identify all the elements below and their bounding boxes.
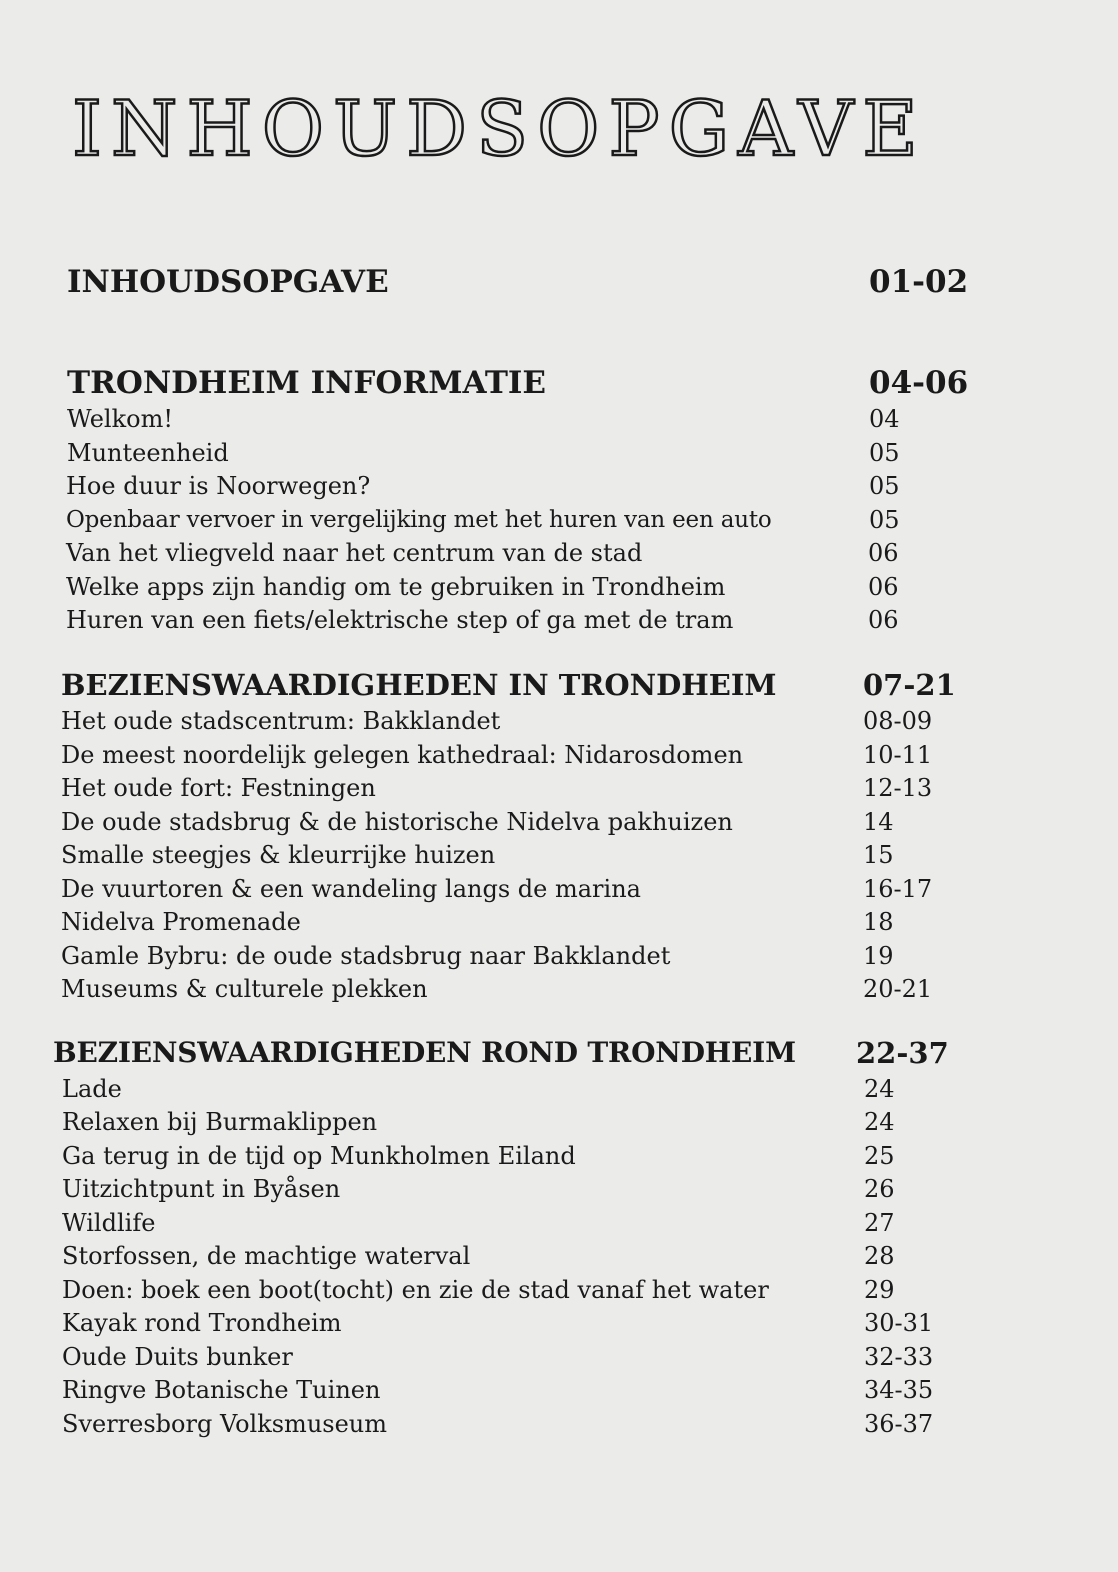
toc-item-pages: 29: [864, 1276, 895, 1304]
toc-item-label: Welkom!: [67, 405, 173, 433]
toc-item[interactable]: [62, 1074, 962, 1106]
toc-item-pages: 06: [868, 539, 899, 567]
toc-item[interactable]: [61, 706, 961, 738]
toc-item-label: Lade: [62, 1075, 122, 1103]
toc-item-pages: 05: [869, 472, 900, 500]
toc-item[interactable]: [61, 941, 961, 973]
toc-item-pages: 08-09: [863, 707, 933, 735]
toc-item-pages: 24: [864, 1075, 895, 1103]
toc-item[interactable]: [66, 471, 966, 503]
toc-item-label: De vuurtoren & een wandeling langs de marina: [61, 875, 641, 903]
toc-item[interactable]: [66, 538, 966, 570]
toc-item-pages: 34-35: [864, 1376, 934, 1404]
toc-item-label: Museums & culturele plekken: [61, 975, 428, 1003]
toc-item-pages: 27: [864, 1209, 895, 1237]
toc-item[interactable]: [66, 605, 966, 637]
toc-item-label: Hoe duur is Noorwegen?: [66, 472, 371, 500]
toc-item[interactable]: [66, 572, 966, 604]
toc-item-label: Gamle Bybru: de oude stadsbrug naar Bakklandet: [61, 942, 671, 970]
toc-item-pages: 10-11: [863, 741, 933, 769]
toc-item-label: Van het vliegveld naar het centrum van de stad: [66, 539, 643, 567]
toc-item[interactable]: [61, 874, 961, 906]
toc-section-label: TRONDHEIM INFORMATIE: [67, 365, 547, 401]
toc-item[interactable]: [62, 1141, 962, 1173]
toc-item-label: Doen: boek een boot(tocht) en zie de stad vanaf het water: [62, 1276, 769, 1304]
toc-item-label: De meest noordelijk gelegen kathedraal: Nidarosdomen: [61, 741, 744, 769]
toc-item-label: Storfossen, de machtige waterval: [62, 1242, 471, 1270]
toc-item-label: Uitzichtpunt in Byåsen: [62, 1175, 341, 1203]
toc-item-pages: 06: [868, 606, 899, 634]
toc-item[interactable]: [62, 1342, 962, 1374]
toc-item-label: De oude stadsbrug & de historische Nidelva pakhuizen: [61, 808, 733, 836]
toc-item[interactable]: [61, 974, 961, 1006]
toc-item-pages: 20-21: [863, 975, 933, 1003]
toc-item[interactable]: [62, 1375, 962, 1407]
toc-item-pages: 16-17: [863, 875, 933, 903]
toc-item-label: Oude Duits bunker: [62, 1343, 293, 1371]
toc-item-label: Welke apps zijn handig om te gebruiken in Trondheim: [66, 573, 726, 601]
toc-item-pages: 05: [869, 506, 900, 534]
toc-item[interactable]: [62, 1275, 962, 1307]
toc-item-pages: 15: [863, 841, 894, 869]
toc-section-pages: 07-21: [863, 668, 956, 702]
toc-section-pages: 04-06: [869, 365, 969, 401]
toc-item-label: Wildlife: [62, 1209, 156, 1237]
toc-item[interactable]: [61, 807, 961, 839]
toc-section-pages: 22-37: [856, 1036, 949, 1070]
toc-item-pages: 24: [864, 1108, 895, 1136]
toc-item-pages: 26: [864, 1175, 895, 1203]
toc-item[interactable]: [61, 773, 961, 805]
page-title: INHOUDSOPGAVE: [72, 84, 927, 173]
toc-item-label: Openbaar vervoer in vergelijking met het huren van een auto: [66, 507, 772, 533]
toc-item-label: Ringve Botanische Tuinen: [62, 1376, 381, 1404]
toc-item-label: Kayak rond Trondheim: [62, 1309, 342, 1337]
toc-item-label: Smalle steegjes & kleurrijke huizen: [61, 841, 496, 869]
toc-item[interactable]: [62, 1107, 962, 1139]
toc-item[interactable]: [62, 1241, 962, 1273]
toc-section-label: BEZIENSWAARDIGHEDEN IN TRONDHEIM: [61, 668, 777, 702]
toc-item-label: Sverresborg Volksmuseum: [62, 1410, 388, 1438]
toc-section-heading[interactable]: [67, 365, 987, 403]
toc-item[interactable]: [62, 1409, 962, 1441]
toc-section-heading[interactable]: [61, 667, 981, 705]
toc-item-label: Munteenheid: [67, 439, 229, 467]
toc-item-pages: 32-33: [864, 1343, 934, 1371]
toc-item-pages: 05: [869, 439, 900, 467]
toc-item-label: Nidelva Promenade: [61, 908, 301, 936]
toc-item-pages: 14: [863, 808, 894, 836]
toc-item[interactable]: [61, 740, 961, 772]
toc-item[interactable]: [61, 840, 961, 872]
toc-item[interactable]: [66, 505, 966, 537]
toc-item-pages: 28: [864, 1242, 895, 1270]
toc-item[interactable]: [67, 404, 967, 436]
toc-item-label: Ga terug in de tijd op Munkholmen Eiland: [62, 1142, 576, 1170]
toc-item[interactable]: [61, 907, 961, 939]
toc-entry-intro[interactable]: [67, 264, 987, 302]
toc-item-pages: 04: [869, 405, 900, 433]
toc-item-pages: 18: [863, 908, 894, 936]
toc-item-pages: 25: [864, 1142, 895, 1170]
toc-item-label: Huren van een fiets/elektrische step of ga met de tram: [66, 606, 734, 634]
toc-item[interactable]: [67, 438, 967, 470]
toc-item[interactable]: [62, 1208, 962, 1240]
toc-item-pages: 12-13: [863, 774, 933, 802]
toc-entry-pages: 01-02: [869, 264, 969, 300]
toc-section-heading[interactable]: [53, 1035, 983, 1073]
toc-item-label: Relaxen bij Burmaklippen: [62, 1108, 378, 1136]
toc-item-pages: 06: [868, 573, 899, 601]
toc-item-label: Het oude stadscentrum: Bakklandet: [61, 707, 501, 735]
toc-item-pages: 36-37: [864, 1410, 934, 1438]
toc-item[interactable]: [62, 1308, 962, 1340]
toc-entry-label: INHOUDSOPGAVE: [67, 264, 389, 300]
toc-section-label: BEZIENSWAARDIGHEDEN ROND TRONDHEIM: [53, 1036, 796, 1069]
toc-item-label: Het oude fort: Festningen: [61, 774, 376, 802]
toc-item-pages: 19: [863, 942, 894, 970]
toc-item-pages: 30-31: [864, 1309, 934, 1337]
toc-item[interactable]: [62, 1174, 962, 1206]
